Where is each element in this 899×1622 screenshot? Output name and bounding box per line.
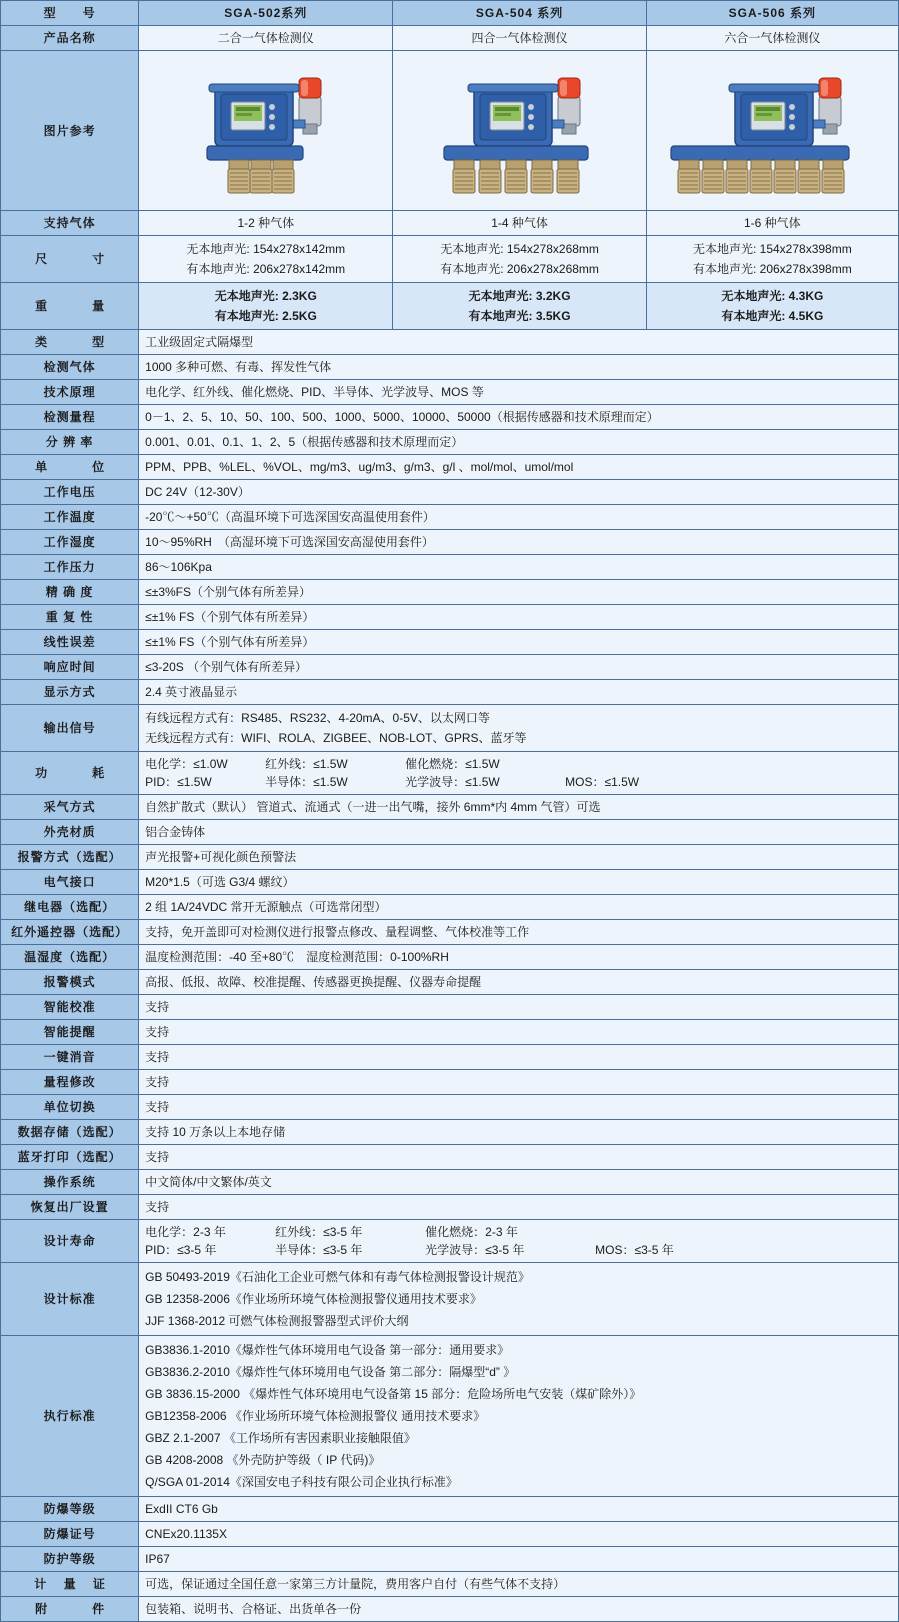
table-row-metrology-cert: [1, 1572, 899, 1597]
row-label-repeatability: 重 复 性: [1, 605, 139, 630]
life-semiconductor: 半导体：≤3-5 年: [275, 1243, 363, 1257]
table-row-electrical-interface: [1, 870, 899, 895]
row-label-output-signal: 输出信号: [1, 705, 139, 752]
exec-standard-line-1: GB3836.1-2010《爆炸性气体环境用电气设备 第一部分：通用要求》: [145, 1343, 510, 1357]
row-label-data-storage: 数据存储（选配）: [1, 1120, 139, 1145]
row-value-accuracy: ≤±3%FS（个别气体有所差异）: [139, 580, 899, 605]
row-label-sampling: 采气方式: [1, 795, 139, 820]
table-row-bluetooth-print: [1, 1145, 899, 1170]
row-value-linearity: ≤±1% FS（个别气体有所差异）: [139, 630, 899, 655]
row-value-type: 工业级固定式隔爆型: [139, 330, 899, 355]
gas-detector-illustration-2in1: [181, 54, 351, 202]
size-2-line2: 有本地声光: 206x278x268mm: [440, 262, 599, 276]
row-label-design-life: 设计寿命: [1, 1220, 139, 1263]
exec-standard-line-7: Q/SGA 01-2014《深国安电子科技有限公司企业执行标准》: [145, 1475, 458, 1489]
weight-1-line1: 无本地声光: 2.3KG: [214, 289, 317, 303]
row-label-product-name: 产品名称: [1, 26, 139, 51]
table-row-type: [1, 330, 899, 355]
device-image-2: [393, 51, 646, 211]
row-value-unit: PPM、PPB、%LEL、%VOL、mg/m3、ug/m3、g/m3、g/l 、mol/mol、umol/mol: [139, 455, 899, 480]
weight-3-line1: 无本地声光: 4.3KG: [721, 289, 824, 303]
table-row-voltage: [1, 480, 899, 505]
row-label-detect-gas: 检测气体: [1, 355, 139, 380]
power-line-1: [145, 755, 892, 773]
size-3-line1: 无本地声光: 154x278x398mm: [692, 242, 852, 256]
row-label-unit-switch: 单位切换: [1, 1095, 139, 1120]
model-header-1: SGA-502系列: [139, 1, 393, 26]
table-row-weight: [1, 283, 899, 330]
row-value-principle: 电化学、红外线、催化燃烧、PID、半导体、光学波导、MOS 等: [139, 380, 899, 405]
weight-2-line2: 有本地声光: 3.5KG: [468, 309, 571, 323]
table-row-smart-calibration: [1, 995, 899, 1020]
table-row-pressure: [1, 555, 899, 580]
row-label-temperature: 工作温度: [1, 505, 139, 530]
exec-standard-line-5: GBZ 2.1-2007 《工作场所有害因素职业接触限值》: [145, 1431, 416, 1445]
row-label-accuracy: 精 确 度: [1, 580, 139, 605]
row-value-response-time: ≤3-20S （个别气体有所差异）: [139, 655, 899, 680]
power-semiconductor: 半导体：≤1.5W: [265, 775, 348, 789]
life-mos: MOS：≤3-5 年: [595, 1243, 674, 1257]
product-name-1: 二合一气体检测仪: [139, 26, 393, 51]
row-label-range: 检测量程: [1, 405, 139, 430]
row-value-display: 2.4 英寸液晶显示: [139, 680, 899, 705]
life-pid: PID：≤3-5 年: [145, 1243, 217, 1257]
table-row-accessories: [1, 1597, 899, 1622]
table-row-support-gas: [1, 211, 899, 236]
design-standard-line-2: GB 12358-2006《作业场所环境气体检测报警仪通用技术要求》: [145, 1292, 482, 1306]
table-row-unit: [1, 455, 899, 480]
table-row-display: [1, 680, 899, 705]
row-label-mute: 一键消音: [1, 1045, 139, 1070]
table-row-resolution: [1, 430, 899, 455]
table-row-size: [1, 236, 899, 283]
row-value-range: 0－1、2、5、10、50、100、500、1000、5000、10000、50000（根据传感器和技术原理而定）: [139, 405, 899, 430]
power-pid: PID：≤1.5W: [145, 775, 212, 789]
design-life-line-2: [145, 1241, 892, 1259]
table-row-design-standard: [1, 1263, 899, 1336]
table-row-design-life: [1, 1220, 899, 1263]
model-header-2: SGA-504 系列: [393, 1, 646, 26]
life-ir: 红外线：≤3-5 年: [275, 1225, 363, 1239]
row-value-bluetooth-print: 支持: [139, 1145, 899, 1170]
row-label-factory-reset: 恢复出厂设置: [1, 1195, 139, 1220]
row-value-alarm-mode: 高报、低报、故障、校准提醒、传感器更换提醒、仪器寿命提醒: [139, 970, 899, 995]
row-label-design-standard: 设计标准: [1, 1263, 139, 1336]
row-value-design-life: [139, 1220, 899, 1263]
row-label-housing: 外壳材质: [1, 820, 139, 845]
table-row-relay: [1, 895, 899, 920]
device-image-1: [139, 51, 393, 211]
row-value-relay: 2 组 1A/24VDC 常开无源触点（可选常闭型）: [139, 895, 899, 920]
row-label-unit: 单 位: [1, 455, 139, 480]
model-header-3: SGA-506 系列: [646, 1, 898, 26]
row-value-pressure: 86～106Kpa: [139, 555, 899, 580]
table-row-response-time: [1, 655, 899, 680]
row-value-voltage: DC 24V（12-30V）: [139, 480, 899, 505]
size-1: [139, 236, 393, 283]
row-value-ex-grade: ExdII CT6 Gb: [139, 1497, 899, 1522]
row-label-os: 操作系统: [1, 1170, 139, 1195]
table-row-mute: [1, 1045, 899, 1070]
design-standard-line-1: GB 50493-2019《石油化工企业可燃气体和有毒气体检测报警设计规范》: [145, 1270, 530, 1284]
weight-2: [393, 283, 646, 330]
row-label-ex-grade: 防爆等级: [1, 1497, 139, 1522]
row-label-linearity: 线性误差: [1, 630, 139, 655]
row-label-power: 功 耗: [1, 752, 139, 795]
row-value-smart-calibration: 支持: [139, 995, 899, 1020]
exec-standard-line-4: GB12358-2006 《作业场所环境气体检测报警仪 通用技术要求》: [145, 1409, 486, 1423]
life-catalytic: 催化燃烧：2-3 年: [425, 1225, 518, 1239]
table-row-linearity: [1, 630, 899, 655]
power-optical: 光学波导：≤1.5W: [405, 775, 500, 789]
exec-standard-line-3: GB 3836.15-2000 《爆炸性气体环境用电气设备第 15 部分：危险场所电气安装（煤矿除外）》: [145, 1387, 642, 1401]
row-label-smart-reminder: 智能提醒: [1, 1020, 139, 1045]
row-label-relay: 继电器（选配）: [1, 895, 139, 920]
row-label-voltage: 工作电压: [1, 480, 139, 505]
row-value-output-signal: [139, 705, 899, 752]
life-ec: 电化学：2-3 年: [145, 1225, 226, 1239]
row-value-data-storage: 支持 10 万条以上本地存储: [139, 1120, 899, 1145]
product-name-3: 六合一气体检测仪: [646, 26, 898, 51]
table-row-humidity: [1, 530, 899, 555]
row-value-ir-remote: 支持，免开盖即可对检测仪进行报警点修改、量程调整、气体校准等工作: [139, 920, 899, 945]
weight-3-line2: 有本地声光: 4.5KG: [721, 309, 824, 323]
gas-detector-illustration-4in1: [420, 54, 620, 202]
gas-detector-illustration-6in1: [653, 54, 893, 202]
row-value-ex-cert: CNEx20.1135X: [139, 1522, 899, 1547]
weight-2-line1: 无本地声光: 3.2KG: [468, 289, 571, 303]
exec-standard-line-6: GB 4208-2008 《外壳防护等级（ IP 代码)》: [145, 1453, 381, 1467]
weight-3: [646, 283, 898, 330]
life-optical: 光学波导：≤3-5 年: [425, 1243, 525, 1257]
table-row-detect-gas: [1, 355, 899, 380]
row-value-housing: 铝合金铸体: [139, 820, 899, 845]
support-gas-2: 1-4 种气体: [393, 211, 646, 236]
table-row-ex-cert: [1, 1522, 899, 1547]
support-gas-3: 1-6 种气体: [646, 211, 898, 236]
row-label-response-time: 响应时间: [1, 655, 139, 680]
power-ir: 红外线：≤1.5W: [265, 757, 348, 771]
table-row-alarm-mode: [1, 970, 899, 995]
table-row-range: [1, 405, 899, 430]
row-value-os: 中文简体/中文繁体/英文: [139, 1170, 899, 1195]
row-value-alarm-type: 声光报警+可视化颜色预警法: [139, 845, 899, 870]
table-row-alarm-type: [1, 845, 899, 870]
row-label-alarm-mode: 报警模式: [1, 970, 139, 995]
table-row-factory-reset: [1, 1195, 899, 1220]
row-value-accessories: 包装箱、说明书、合格证、出货单各一份: [139, 1597, 899, 1622]
row-value-temperature: -20℃～+50℃（高温环境下可选深国安高温使用套件）: [139, 505, 899, 530]
weight-1: [139, 283, 393, 330]
row-value-humidity: 10～95%RH （高湿环境下可选深国安高湿使用套件）: [139, 530, 899, 555]
row-value-repeatability: ≤±1% FS（个别气体有所差异）: [139, 605, 899, 630]
table-row-temp-humidity-option: [1, 945, 899, 970]
row-label-pressure: 工作压力: [1, 555, 139, 580]
table-row-power: [1, 752, 899, 795]
row-value-design-standard: [139, 1263, 899, 1336]
row-label-accessories: 附 件: [1, 1597, 139, 1622]
row-label-bluetooth-print: 蓝牙打印（选配）: [1, 1145, 139, 1170]
row-label-ir-remote: 红外遥控器（选配）: [1, 920, 139, 945]
row-label-model: 型 号: [1, 1, 139, 26]
size-3-line2: 有本地声光: 206x278x398mm: [692, 262, 852, 276]
device-image-3: [646, 51, 898, 211]
power-mos: MOS：≤1.5W: [565, 775, 640, 789]
support-gas-1: 1-2 种气体: [139, 211, 393, 236]
row-label-size: 尺 寸: [1, 236, 139, 283]
table-row-smart-reminder: [1, 1020, 899, 1045]
size-1-line1: 无本地声光: 154x278x142mm: [186, 242, 346, 256]
row-value-unit-switch: 支持: [139, 1095, 899, 1120]
table-row-image-reference: [1, 51, 899, 211]
table-row-sampling: [1, 795, 899, 820]
power-line-2: [145, 773, 892, 791]
power-catalytic: 催化燃烧：≤1.5W: [405, 757, 500, 771]
table-row-accuracy: [1, 580, 899, 605]
row-value-mute: 支持: [139, 1045, 899, 1070]
row-label-smart-calibration: 智能校准: [1, 995, 139, 1020]
table-row-principle: [1, 380, 899, 405]
row-label-metrology-cert: 计 量 证: [1, 1572, 139, 1597]
row-label-range-edit: 量程修改: [1, 1070, 139, 1095]
row-label-exec-standard: 执行标准: [1, 1336, 139, 1497]
output-signal-wireless: 无线远程方式有：WIFI、ROLA、ZIGBEE、NOB-LOT、GPRS、蓝牙等: [145, 731, 527, 745]
table-row-housing: [1, 820, 899, 845]
exec-standard-line-2: GB3836.2-2010《爆炸性气体环境用电气设备 第二部分：隔爆型“d” 》: [145, 1365, 516, 1379]
table-row-repeatability: [1, 605, 899, 630]
row-label-humidity: 工作湿度: [1, 530, 139, 555]
table-row-product-name: [1, 26, 899, 51]
table-row-output-signal: [1, 705, 899, 752]
table-row-ex-grade: [1, 1497, 899, 1522]
table-row-data-storage: [1, 1120, 899, 1145]
row-value-resolution: 0.001、0.01、0.1、1、2、5（根据传感器和技术原理而定）: [139, 430, 899, 455]
table-row-unit-switch: [1, 1095, 899, 1120]
row-value-ip-grade: IP67: [139, 1547, 899, 1572]
row-label-ex-cert: 防爆证号: [1, 1522, 139, 1547]
table-row-ip-grade: [1, 1547, 899, 1572]
row-label-principle: 技术原理: [1, 380, 139, 405]
power-ec: 电化学：≤1.0W: [145, 757, 228, 771]
row-value-smart-reminder: 支持: [139, 1020, 899, 1045]
row-label-electrical-interface: 电气接口: [1, 870, 139, 895]
row-value-power: [139, 752, 899, 795]
row-label-alarm-type: 报警方式（选配）: [1, 845, 139, 870]
table-row-exec-standard: [1, 1336, 899, 1497]
table-row-os: [1, 1170, 899, 1195]
size-2: [393, 236, 646, 283]
size-2-line1: 无本地声光: 154x278x268mm: [440, 242, 599, 256]
table-row-ir-remote: [1, 920, 899, 945]
output-signal-wired: 有线远程方式有：RS485、RS232、4-20mA、0-5V、以太网口等: [145, 711, 490, 725]
table-row-temperature: [1, 505, 899, 530]
row-label-ip-grade: 防护等级: [1, 1547, 139, 1572]
row-label-display: 显示方式: [1, 680, 139, 705]
weight-1-line2: 有本地声光: 2.5KG: [214, 309, 317, 323]
row-value-temp-humidity-option: 温度检测范围：-40 至+80℃ 湿度检测范围：0-100%RH: [139, 945, 899, 970]
row-label-temp-humidity-option: 温湿度（选配）: [1, 945, 139, 970]
row-value-range-edit: 支持: [139, 1070, 899, 1095]
product-name-2: 四合一气体检测仪: [393, 26, 646, 51]
row-value-detect-gas: 1000 多种可燃、有毒、挥发性气体: [139, 355, 899, 380]
row-label-weight: 重 量: [1, 283, 139, 330]
size-1-line2: 有本地声光: 206x278x142mm: [186, 262, 346, 276]
row-value-electrical-interface: M20*1.5（可选 G3/4 螺纹）: [139, 870, 899, 895]
design-life-line-1: [145, 1223, 892, 1241]
row-value-metrology-cert: 可选，保证通过全国任意一家第三方计量院，费用客户自付（有些气体不支持）: [139, 1572, 899, 1597]
row-label-image-reference: 图片参考: [1, 51, 139, 211]
table-row-range-edit: [1, 1070, 899, 1095]
design-standard-line-3: JJF 1368-2012 可燃气体检测报警器型式评价大纲: [145, 1314, 409, 1328]
row-label-support-gas: 支持气体: [1, 211, 139, 236]
table-row-model: [1, 1, 899, 26]
row-value-exec-standard: [139, 1336, 899, 1497]
row-label-type: 类 型: [1, 330, 139, 355]
row-value-factory-reset: 支持: [139, 1195, 899, 1220]
row-value-sampling: 自然扩散式（默认） 管道式、流通式（一进一出气嘴，接外 6mm*内 4mm 气管）可选: [139, 795, 899, 820]
size-3: [646, 236, 898, 283]
row-label-resolution: 分 辨 率: [1, 430, 139, 455]
